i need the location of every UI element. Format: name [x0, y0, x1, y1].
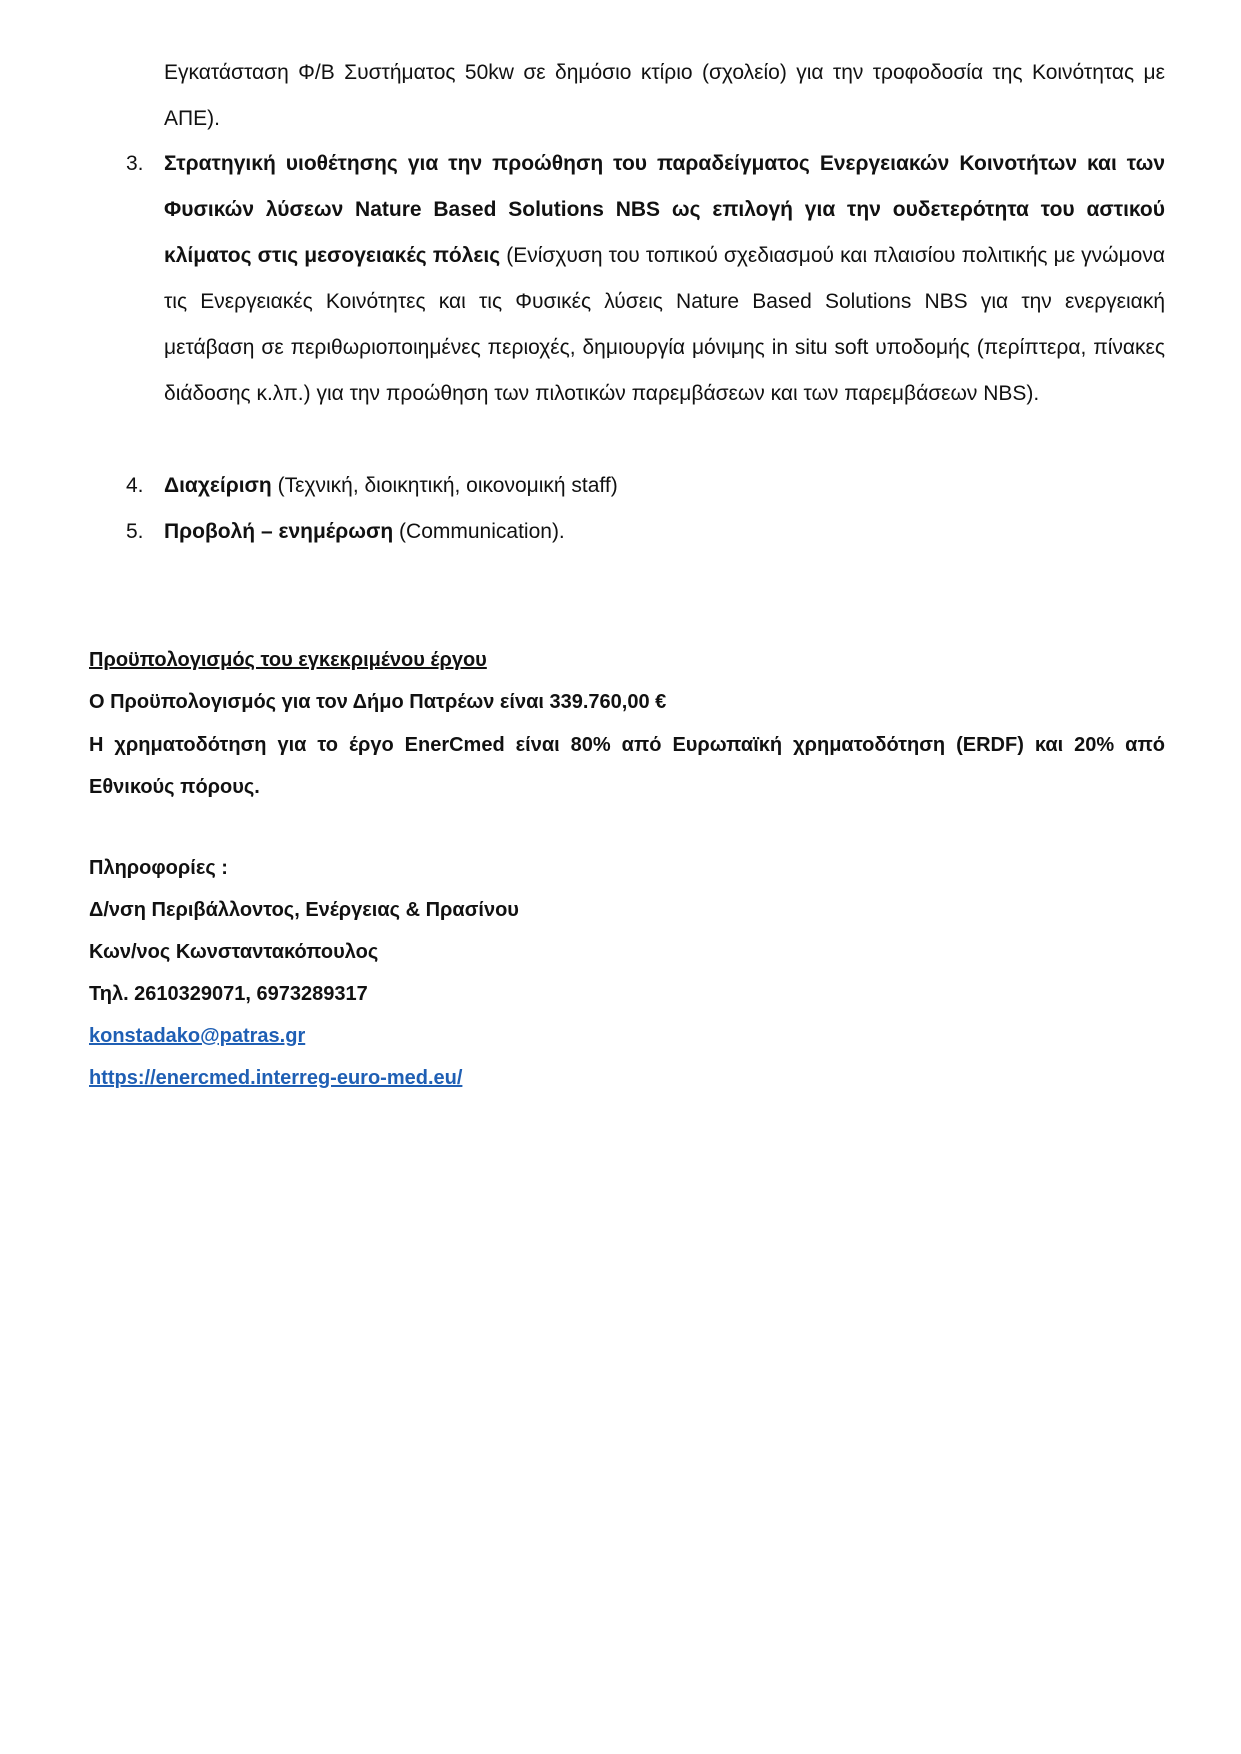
contact-person: Κων/νος Κωνσταντακόπουλος — [89, 941, 379, 963]
list-item-4-bold-heading: Διαχείριση — [164, 474, 272, 497]
contact-department: Δ/νση Περιβάλλοντος, Ενέργειας & Πρασίνου — [89, 899, 519, 921]
list-item-5-body — [164, 509, 1165, 555]
list-item-3-text: (Ενίσχυση του τοπικού σχεδιασμού και πλαισίου πολιτικής με γνώμονα τις Ενεργειακές Κοινότητες και τις Φυσικές λύσεις Nature Based Solutions NBS για την ενεργειακή μετάβαση σε περιθωριοποιημένες περιοχές, δημιουργία μόνιμης in situ soft υποδομής (περίπτερα, πίνακες διάδοσης κ.λπ.) για την προώθηση των πιλοτικών παρεμβάσεων και των παρεμβάσεων NBS). — [164, 244, 1165, 405]
list-item-5-text: (Communication). — [393, 520, 565, 543]
list-item-3-number: 3. — [126, 152, 144, 175]
budget-heading: Προϋπολογισμός του εγκεκριμένου έργου — [89, 649, 487, 671]
list-item-5 — [126, 509, 1165, 555]
list-item-4 — [126, 463, 1165, 509]
list-item-3-bold-heading: Στρατηγική υιοθέτησης για την προώθηση του παραδείγματος Ενεργειακών Κοινοτήτων και των Φυσικών λύσεων Nature Based Solutions NBS ως επιλογή για την ουδετερότητα του αστικού κλίματος στις μεσογειακές πόλεις — [164, 152, 1165, 267]
list-item-5-bold-heading: Προβολή – ενημέρωση — [164, 520, 394, 543]
budget-amount: Ο Προϋπολογισμός για τον Δήμο Πατρέων είναι 339.760,00 € — [89, 691, 667, 713]
list-item-3-body — [164, 141, 1165, 417]
contact-label: Πληροφορίες : — [89, 857, 228, 879]
funding-paragraph: Η χρηματοδότηση για το έργο EnerCmed είναι 80% από Ευρωπαϊκή χρηματοδότηση (ERDF) και 20% από Εθνικούς πόρους. — [89, 734, 1165, 798]
list-item-3 — [126, 141, 1165, 417]
contact-phone: Τηλ. 2610329071, 6973289317 — [89, 983, 368, 1005]
list-item-2-text: Εγκατάσταση Φ/Β Συστήματος 50kw σε δημόσιο κτίριο (σχολείο) για την τροφοδοσία της Κοινότητας με ΑΠΕ). — [164, 61, 1165, 130]
project-website-link[interactable]: https://enercmed.interreg-euro-med.eu/ — [89, 1067, 463, 1089]
list-item-5-number: 5. — [126, 520, 144, 543]
list-item-4-body — [164, 463, 1165, 509]
contact-email-link[interactable]: konstadako@patras.gr — [89, 1025, 306, 1047]
list-item-2-continuation — [164, 50, 1165, 142]
list-item-4-number: 4. — [126, 474, 144, 497]
list-item-4-text: (Τεχνική, διοικητική, οικονομική staff) — [271, 474, 618, 497]
